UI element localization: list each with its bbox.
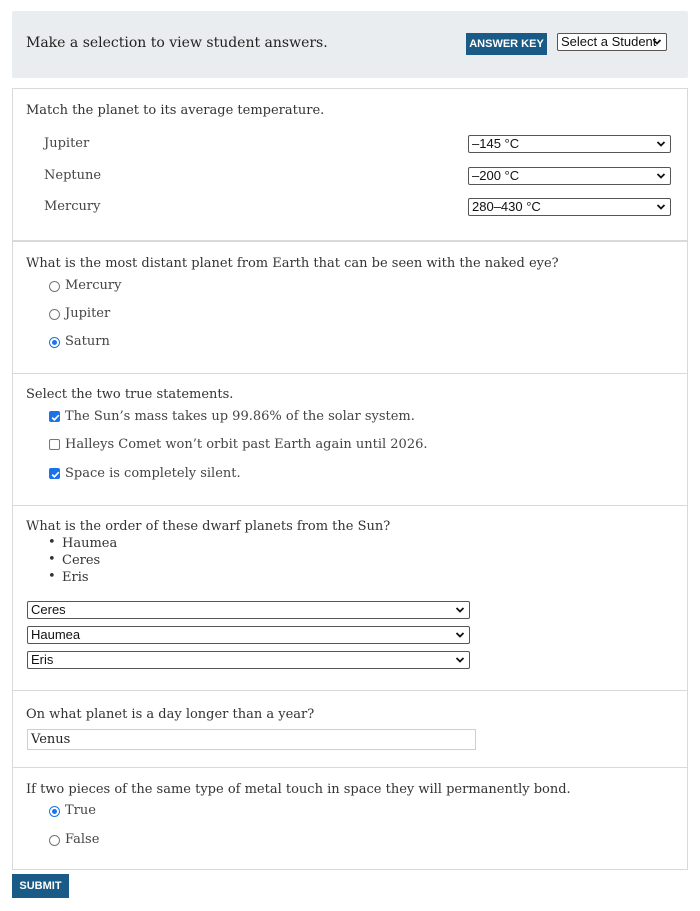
select-value: Haumea <box>31 627 81 642</box>
student-selection-bar <box>12 11 688 78</box>
option-label: True <box>65 803 96 818</box>
radio-true[interactable] <box>49 806 60 817</box>
list-item: Ceres <box>62 553 101 568</box>
bullet-dot: • <box>48 552 56 567</box>
question-day-longer-than-year <box>12 690 688 768</box>
chevron-down-icon <box>455 605 465 615</box>
option-label: Mercury <box>65 278 122 293</box>
selection-prompt: Make a selection to view student answers. <box>26 35 328 51</box>
match-label-neptune: Neptune <box>44 168 102 183</box>
order-select-2[interactable] <box>27 626 470 644</box>
temperature-select-mercury[interactable] <box>468 198 671 216</box>
option-label: Halleys Comet won’t orbit past Earth again until 2026. <box>65 437 428 452</box>
select-value: –200 °C <box>472 168 520 183</box>
radio-mercury[interactable] <box>49 281 60 292</box>
question-text: What is the most distant planet from Earth that can be seen with the naked eye? <box>26 256 559 271</box>
student-select[interactable] <box>557 33 667 51</box>
option-label: Saturn <box>65 334 110 349</box>
answer-input[interactable]: Venus <box>27 729 476 750</box>
checkbox-halleys-comet[interactable] <box>49 439 60 450</box>
checkmark-icon <box>50 469 61 480</box>
bullet-dot: • <box>48 535 56 550</box>
question-distant-planet <box>12 241 688 374</box>
question-text: Match the planet to its average temperature. <box>26 103 325 118</box>
question-text: If two pieces of the same type of metal touch in space they will permanently bond. <box>26 782 571 797</box>
answer-key-button[interactable]: ANSWER KEY <box>466 33 547 55</box>
checkbox-space-silent[interactable] <box>49 468 60 479</box>
select-value: Ceres <box>31 602 66 617</box>
chevron-down-icon <box>652 37 662 47</box>
radio-jupiter[interactable] <box>49 309 60 320</box>
chevron-down-icon <box>656 171 666 181</box>
bullet-dot: • <box>48 569 56 584</box>
match-label-jupiter: Jupiter <box>44 136 90 151</box>
chevron-down-icon <box>656 202 666 212</box>
chevron-down-icon <box>455 630 465 640</box>
temperature-select-jupiter[interactable] <box>468 135 671 153</box>
question-dwarf-planet-order <box>12 505 688 691</box>
option-label: Jupiter <box>65 306 111 321</box>
match-label-mercury: Mercury <box>44 199 101 214</box>
option-label: False <box>65 832 100 847</box>
chevron-down-icon <box>455 655 465 665</box>
order-select-1[interactable] <box>27 601 470 619</box>
chevron-down-icon <box>656 139 666 149</box>
temperature-select-neptune[interactable] <box>468 167 671 185</box>
radio-false[interactable] <box>49 835 60 846</box>
checkmark-icon <box>50 412 61 423</box>
student-select-value: Select a Student <box>561 34 657 49</box>
option-label: The Sun’s mass takes up 99.86% of the solar system. <box>65 409 415 424</box>
select-value: 280–430 °C <box>472 199 541 214</box>
select-value: –145 °C <box>472 136 520 151</box>
option-label: Space is completely silent. <box>65 466 241 481</box>
submit-button[interactable]: SUBMIT <box>12 874 69 898</box>
question-true-statements <box>12 373 688 506</box>
list-item: Eris <box>62 570 89 585</box>
question-metal-bond <box>12 767 688 870</box>
radio-saturn[interactable] <box>49 337 60 348</box>
question-text: What is the order of these dwarf planets from the Sun? <box>26 519 391 534</box>
select-value: Eris <box>31 652 54 667</box>
checkbox-sun-mass[interactable] <box>49 411 60 422</box>
question-text: Select the two true statements. <box>26 387 234 402</box>
list-item: Haumea <box>62 536 118 551</box>
question-match-temperature <box>12 88 688 241</box>
order-select-3[interactable] <box>27 651 470 669</box>
question-text: On what planet is a day longer than a year? <box>26 707 315 722</box>
